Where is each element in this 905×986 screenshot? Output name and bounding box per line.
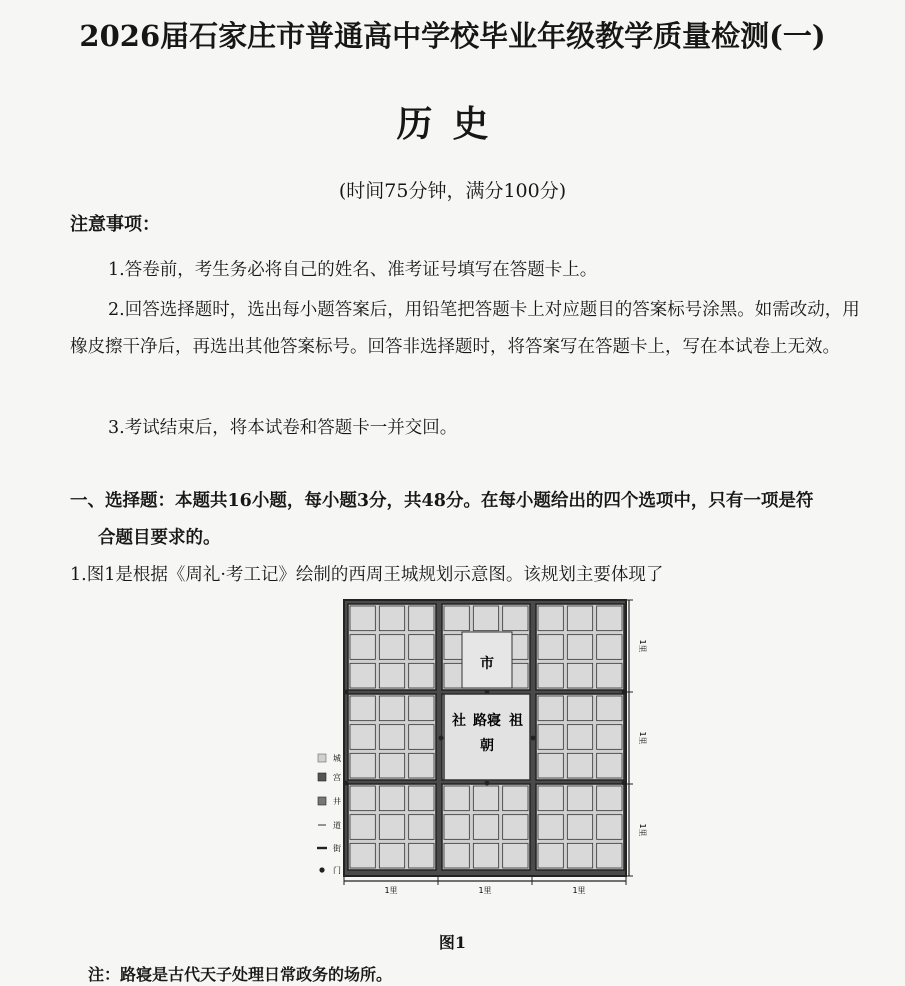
well-field-plot (379, 725, 404, 750)
well-field-plot (503, 815, 528, 840)
well-field-plot (503, 786, 528, 811)
note-item-3: 3.考试结束后，将本试卷和答题卡一并交回。 (108, 418, 458, 438)
section-heading-line-1: 一、选择题：本题共16小题，每小题3分，共48分。在每小题给出的四个选项中，只有一项是符 (70, 491, 814, 511)
well-field-plot (409, 606, 434, 631)
well-field-plot (597, 815, 622, 840)
well-field-plot (350, 725, 375, 750)
label-she: 社 (452, 713, 466, 729)
well-field-plot (538, 786, 563, 811)
well-field-plot (379, 663, 404, 688)
well-field-plot (597, 786, 622, 811)
well-field-plot (409, 843, 434, 868)
well-field-plot (409, 815, 434, 840)
gate-marker (622, 781, 627, 786)
well-field-plot (409, 753, 434, 778)
well-field-plot (409, 725, 434, 750)
well-field-plot (409, 635, 434, 660)
well-field-plot (350, 843, 375, 868)
well-field-plot (503, 843, 528, 868)
gate-marker (485, 781, 490, 786)
well-field-plot (538, 843, 563, 868)
well-field-plot (597, 843, 622, 868)
well-field-plot (538, 606, 563, 631)
well-field-plot (350, 815, 375, 840)
well-field-plot (350, 635, 375, 660)
well-field-plot (409, 663, 434, 688)
well-field-plot (538, 663, 563, 688)
time-info: (时间75分钟，满分100分) (338, 180, 567, 202)
notes-heading: 注意事项： (70, 214, 160, 235)
well-field-plot (567, 635, 592, 660)
well-field-plot (567, 663, 592, 688)
well-field-plot (567, 786, 592, 811)
palace-area (444, 694, 530, 780)
well-field-plot (379, 635, 404, 660)
well-field-plot (597, 663, 622, 688)
label-luqin: 路寝 (473, 713, 501, 729)
well-field-plot (379, 753, 404, 778)
well-field-plot (444, 786, 469, 811)
footnote: 注：路寝是古代天子处理日常政务的场所。 (88, 965, 393, 984)
bottom-scale-label: 1里 (572, 886, 586, 895)
legend-label: 城 (333, 754, 341, 763)
exam-title: 2026届石家庄市普通高中学校毕业年级教学质量检测(一) (79, 19, 826, 53)
note-item-2: 2.回答选择题时，选出每小题答案后，用铅笔把答题卡上对应题目的答案标号涂黑。如需改动，用橡皮擦干净后，再选出其他答案标号。回答非选择题时，将答案写在答题卡上，写在本试卷上无效。 (70, 300, 860, 357)
legend-label: 街 (333, 844, 341, 853)
well-field-plot (538, 753, 563, 778)
gate-marker (344, 781, 349, 786)
well-field-plot (597, 606, 622, 631)
bottom-scale-label: 1里 (384, 886, 398, 895)
subject-title: 历史 (396, 103, 509, 145)
bottom-scale-label: 1里 (478, 886, 492, 895)
right-scale-label: 1里 (638, 823, 647, 837)
well-field-plot (379, 606, 404, 631)
well-field-plot (538, 725, 563, 750)
well-field-plot (409, 696, 434, 721)
legend-label: 宫 (333, 773, 341, 782)
well-field-plot (444, 606, 469, 631)
legend-symbol-well (318, 797, 326, 805)
well-field-plot (350, 753, 375, 778)
well-field-plot (567, 606, 592, 631)
right-scale-label: 1里 (638, 639, 647, 653)
well-field-plot (538, 696, 563, 721)
well-field-plot (567, 725, 592, 750)
well-field-plot (350, 606, 375, 631)
note-item-1: 1.答卷前，考生务必将自己的姓名、准考证号填写在答题卡上。 (108, 260, 598, 280)
well-field-plot (538, 815, 563, 840)
gate-marker (439, 736, 444, 741)
well-field-plot (567, 815, 592, 840)
well-field-plot (473, 606, 498, 631)
well-field-plot (350, 786, 375, 811)
well-field-plot (503, 606, 528, 631)
well-field-plot (350, 663, 375, 688)
legend-label: 门 (333, 866, 341, 875)
well-field-plot (473, 786, 498, 811)
legend-label: 道 (333, 821, 341, 830)
well-field-plot (379, 815, 404, 840)
well-field-plot (597, 696, 622, 721)
gate-marker (344, 690, 349, 695)
label-zu: 祖 (509, 713, 523, 729)
well-field-plot (567, 696, 592, 721)
well-field-plot (444, 843, 469, 868)
well-field-plot (567, 843, 592, 868)
question-1-stem: 1.图1是根据《周礼·考工记》绘制的西周王城规划示意图。该规划主要体现了 (70, 565, 664, 585)
gate-marker (531, 736, 536, 741)
well-field-plot (567, 753, 592, 778)
well-field-plot (379, 786, 404, 811)
well-field-plot (473, 843, 498, 868)
well-field-plot (350, 696, 375, 721)
legend-symbol-city (318, 754, 326, 762)
well-field-plot (597, 753, 622, 778)
legend (317, 753, 341, 875)
well-field-plot (473, 815, 498, 840)
well-field-plot (379, 696, 404, 721)
well-field-plot (379, 843, 404, 868)
well-field-plot (409, 786, 434, 811)
well-field-plot (538, 635, 563, 660)
well-field-plot (597, 635, 622, 660)
right-scale-label: 1里 (638, 731, 647, 745)
figure-caption: 图1 (438, 933, 467, 952)
label-chao: 朝 (480, 738, 494, 754)
section-heading-line-2: 合题目要求的。 (98, 528, 221, 548)
legend-symbol-gate (319, 867, 324, 872)
well-field-plot (597, 725, 622, 750)
legend-label: 井 (333, 797, 341, 806)
well-field-plot (444, 815, 469, 840)
legend-symbol-palace (318, 773, 326, 781)
label-market: 市 (480, 656, 494, 672)
